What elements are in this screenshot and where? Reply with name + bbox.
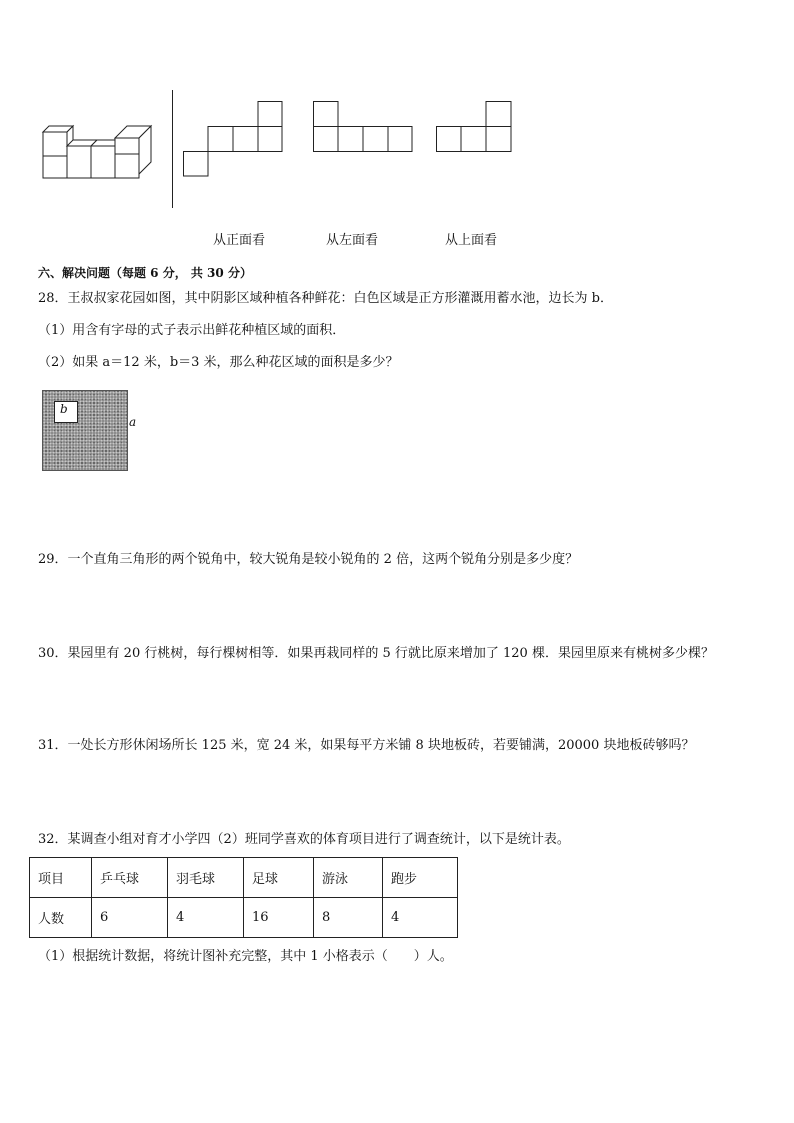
- front-view-figure: [183, 101, 283, 177]
- front-view-label: 从正面看: [213, 233, 266, 248]
- divider-line: [172, 90, 173, 208]
- question-29: 29．一个直角三角形的两个锐角中，较大锐角是较小锐角的 2 倍，这两个锐角分别是多少度？: [38, 552, 579, 567]
- question-32: 32．某调查小组对育才小学四（2）班同学喜欢的体育项目进行了调查统计，以下是统计表。: [38, 832, 570, 847]
- section-heading: 六、解决问题（每题 6 分， 共 30 分）: [38, 266, 252, 280]
- table-cell: 16: [244, 898, 314, 938]
- question-32-part-1: （1）根据统计数据，将统计图补充完整，其中 1 小格表示（ ）人。: [38, 949, 453, 964]
- label-a: a: [129, 415, 137, 429]
- table-cell: 项目: [30, 858, 92, 898]
- question-31: 31．一处长方形休闲场所长 125 米，宽 24 米，如果每平方米铺 8 块地板砖，若要铺满，20000 块地板砖够吗？: [38, 738, 695, 753]
- table-cell: 游泳: [314, 858, 383, 898]
- garden-figure: [42, 390, 128, 471]
- cube-solid-figure: [40, 124, 155, 180]
- question-28-part-1: （1）用含有字母的式子表示出鲜花种植区域的面积．: [38, 323, 346, 338]
- table-header-row: [30, 858, 458, 898]
- left-view-figure: [313, 101, 413, 153]
- table-cell: 羽毛球: [168, 858, 244, 898]
- question-28-part-2: （2）如果 a＝12 米，b＝3 米，那么种花区域的面积是多少？: [38, 355, 399, 370]
- table-cell: 人数: [30, 898, 92, 938]
- top-view-figure: [436, 101, 512, 153]
- question-30: 30．果园里有 20 行桃树，每行棵树相等．如果再栽同样的 5 行就比原来增加了 120 棵．果园里原来有桃树多少棵？: [38, 646, 714, 661]
- table-cell: 乒乓球: [92, 858, 168, 898]
- table-row: [30, 898, 458, 938]
- question-28: 28．王叔叔家花园如图，其中阴影区域种植各种鲜花：白色区域是正方形灌溉用蓄水池，边长为 b．: [38, 291, 613, 306]
- table-cell: 跑步: [383, 858, 458, 898]
- sports-stats-table: [29, 857, 458, 938]
- table-cell: 4: [168, 898, 244, 938]
- top-view-label: 从上面看: [445, 233, 498, 248]
- pool-square: [54, 401, 78, 423]
- table-cell: 8: [314, 898, 383, 938]
- table-cell: 足球: [244, 858, 314, 898]
- table-cell: 6: [92, 898, 168, 938]
- table-cell: 4: [383, 898, 458, 938]
- label-b: b: [60, 402, 68, 416]
- left-view-label: 从左面看: [326, 233, 379, 248]
